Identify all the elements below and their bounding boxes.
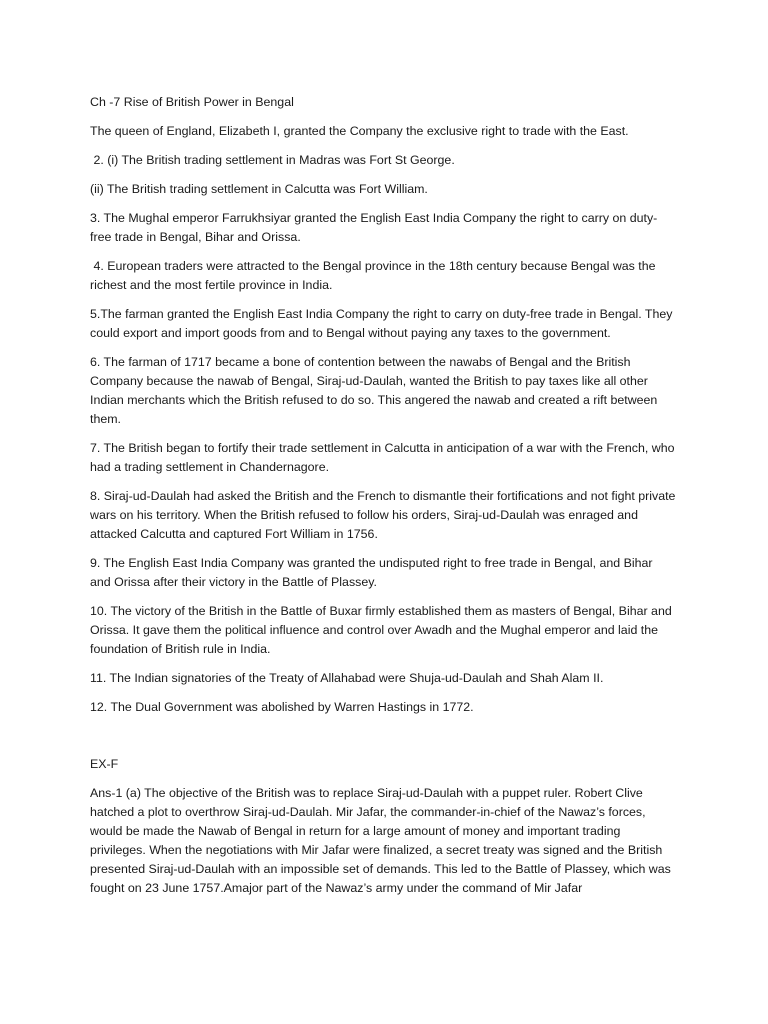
answer-paragraph: 12. The Dual Government was abolished by Warren Hastings in 1772.: [90, 700, 474, 714]
answer-paragraph: 6. The farman of 1717 became a bone of contention between the nawabs of Bengal and the British Company because the nawab of Bengal, Siraj-ud-Daulah, wanted the British to pay taxes like all other Indian merchants which the British refused to do so. This angered the nawab and created a rift between them.: [90, 355, 661, 426]
answer-paragraph: 3. The Mughal emperor Farrukhsiyar granted the English East India Company the right to carry on duty-free trade in Bengal, Bihar and Orissa.: [90, 211, 658, 244]
document-page: [90, 93, 679, 908]
answer-paragraph: 7. The British began to fortify their trade settlement in Calcutta in anticipation of a war with the French, who had a trading settlement in Chandernagore.: [90, 441, 678, 474]
answer-paragraph: The queen of England, Elizabeth I, granted the Company the exclusive right to trade with the East.: [90, 124, 629, 138]
exercise-heading: EX-F: [90, 757, 119, 771]
answer-paragraph: 8. Siraj-ud-Daulah had asked the British and the French to dismantle their fortifications and not fight private wars on his territory. When the British refused to follow his orders, Siraj-ud-Daulah was enraged and attacked Calcutta and captured Fort William in 1756.: [90, 489, 679, 541]
section-spacer: [90, 727, 676, 755]
answer-paragraph: 10. The victory of the British in the Battle of Buxar firmly established them as masters of Bengal, Bihar and Orissa. It gave them the political influence and control over Awadh and the Mughal emperor and laid the foundation of British rule in India.: [90, 604, 676, 656]
answer-paragraph: 2. (i) The British trading settlement in Madras was Fort St George.: [90, 153, 455, 167]
answer-paragraph: 11. The Indian signatories of the Treaty of Allahabad were Shuja-ud-Daulah and Shah Alam II.: [90, 671, 604, 685]
chapter-title: Ch -7 Rise of British Power in Bengal: [90, 95, 294, 109]
answer-paragraph: 4. European traders were attracted to the Bengal province in the 18th century because Bengal was the richest and the most fertile province in India.: [90, 259, 659, 292]
answer-paragraph: (ii) The British trading settlement in Calcutta was Fort William.: [90, 182, 428, 196]
answer-paragraph: 5.The farman granted the English East India Company the right to carry on duty-free trade in Bengal. They could export and import goods from and to Bengal without paying any taxes to the government.: [90, 307, 676, 340]
answer-paragraph: 9. The English East India Company was granted the undisputed right to free trade in Bengal, and Bihar and Orissa after their victory in the Battle of Plassey.: [90, 556, 656, 589]
exercise-answer-paragraph: Ans-1 (a) The objective of the British was to replace Siraj-ud-Daulah with a puppet ruler. Robert Clive hatched a plot to overthrow Siraj-ud-Daulah. Mir Jafar, the commander-in-chief of the Nawaz’s forces, would be made the Nawab of Bengal in return for a large amount of money and important trading privileges. When the negotiations with Mir Jafar were finalized, a secret treaty was signed and the British presented Siraj-ud-Daulah with an impossible set of demands. This led to the Battle of Plassey, which was fought on 23 June 1757.Amajor part of the Nawaz’s army under the command of Mir Jafar: [90, 786, 675, 895]
